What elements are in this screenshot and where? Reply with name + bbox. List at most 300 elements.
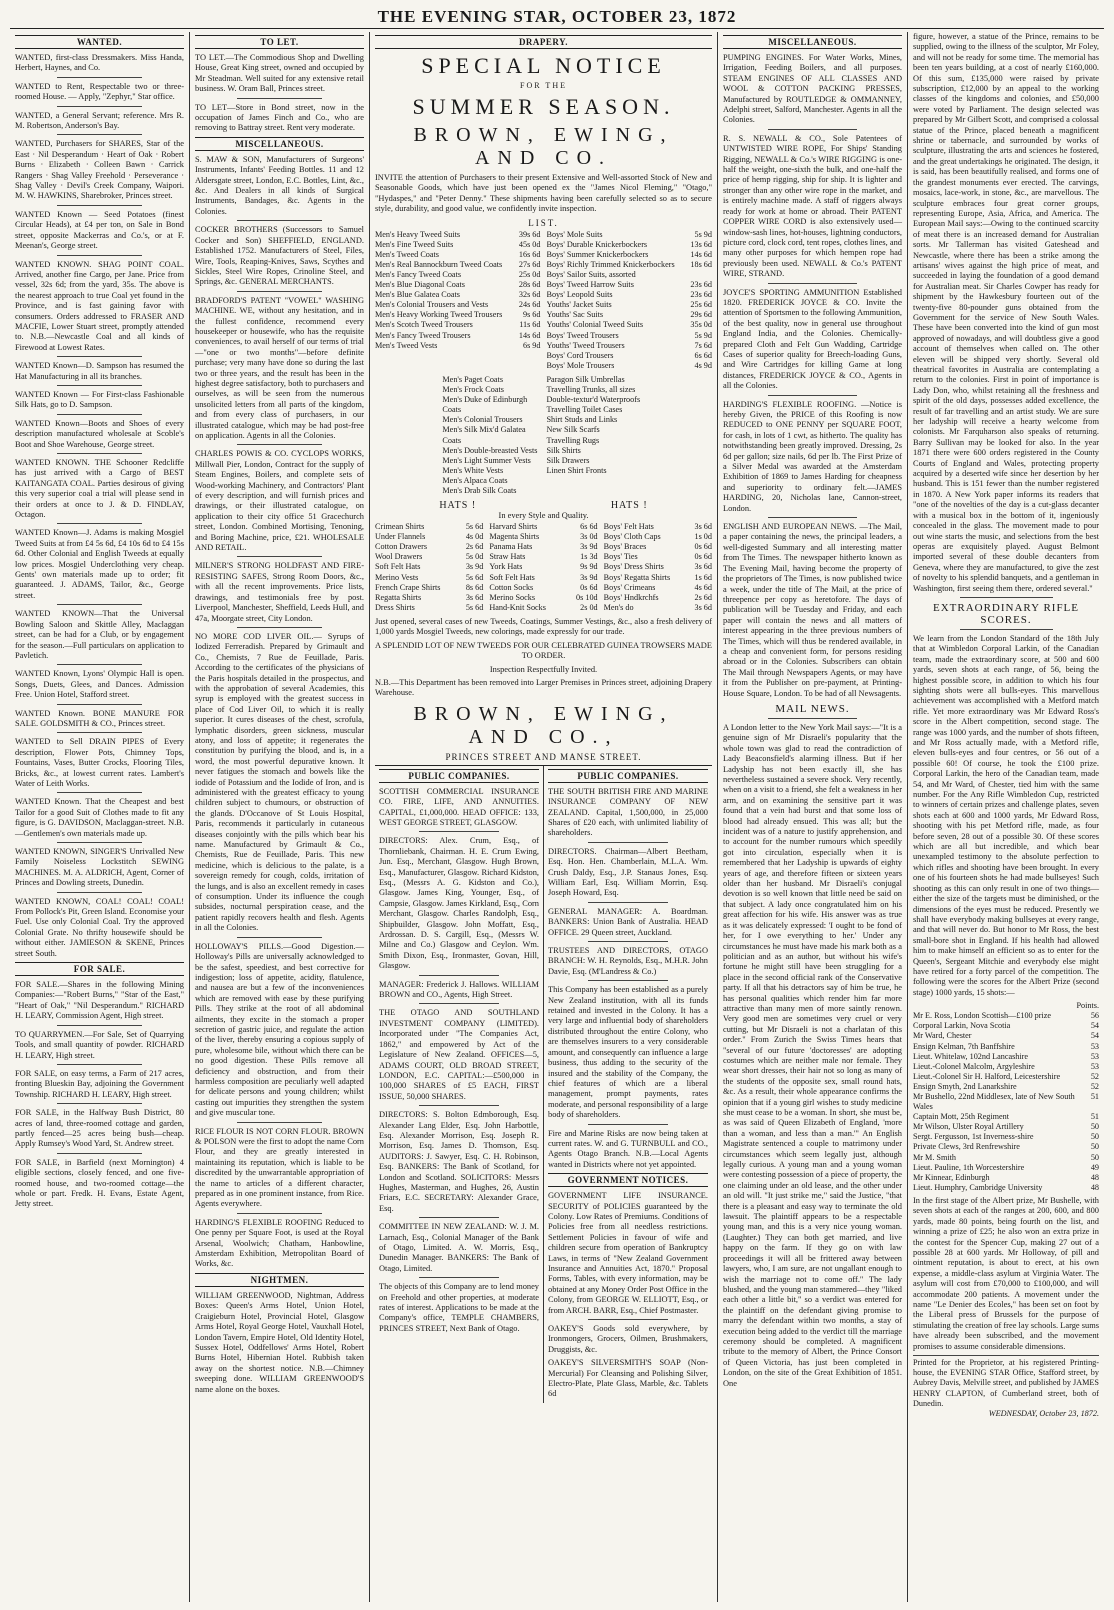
item-label: York Hats	[489, 562, 523, 572]
item-label: Boys' Felt Hats	[603, 522, 654, 532]
item-label: Men's Scotch Tweed Trousers	[375, 320, 473, 330]
item-label: Men's Fancy Tweed Coats	[375, 270, 462, 279]
list-title: LIST.	[528, 217, 559, 228]
section-header: NIGHTMEN.	[195, 1273, 364, 1287]
list-item	[375, 300, 541, 310]
miscellaneous-ads	[195, 155, 364, 1270]
section-header: WANTED.	[15, 35, 184, 49]
advertisement: FOR SALE, in Barfield (next Mornington) 4 eligible sections, closely fenced, and one five-roomed house, and two-roomed cottage—the whole or part. Fredk. H. Evans, Estate Agent, Jetty street.	[15, 1157, 184, 1209]
advertisement: WANTED Known—Boots and Shoes of every description manufactured wholesale at Scoble's Boot and Shoe Warehouse, George street.	[15, 418, 184, 449]
item-price: 8s 6d	[465, 582, 484, 592]
divider	[960, 597, 1053, 598]
score-row	[913, 1072, 1099, 1082]
item-price: 1s 0d	[694, 532, 712, 542]
divider	[57, 842, 142, 843]
item-label: Boys' Sailor Suits, assorted	[546, 270, 636, 279]
item-price: 7s 6d	[694, 340, 712, 350]
item-price: 2s 6d	[694, 592, 712, 602]
section-header: PUBLIC COMPANIES.	[379, 769, 539, 783]
competitor-name: Ensign Kelman, 7th Banffshire	[913, 1041, 1015, 1051]
public-companies	[375, 765, 712, 1403]
company-ads-left	[379, 787, 539, 1335]
item-label: Boys' Mole Trousers	[546, 360, 615, 370]
hats-left: HATS !	[439, 500, 477, 512]
competitor-points: 54	[1090, 1031, 1099, 1041]
item-price: 23s 6d	[690, 290, 712, 300]
advertisement: FOR SALE, in the Halfway Bush District, 80 acres of land, three-roomed cottage and garden, partly fenced—25 acres being bush—cheap. Apply Rumsey's Wood Yard, St. Andrew street.	[15, 1108, 184, 1149]
advertisement: TRUSTEES AND DIRECTORS, OTAGO BRANCH: W. H. Reynolds, Esq., M.H.R. John Davie, Esq. (M'Landress & Co.)	[548, 946, 708, 976]
list-item	[547, 341, 713, 351]
score-row	[913, 1153, 1099, 1163]
score-row	[913, 1173, 1099, 1183]
section-header: MISCELLANEOUS.	[195, 137, 364, 151]
advertisement: DIRECTORS: Alex. Crum, Esq., of Thornliebank, Chairman. H. E. Crum Ewing, Jun. Esq., Merchant, Glasgow. Hugh Brown, Esq., Manufacturer, Glasgow. Richard Kidston, Esq., (Messrs A. G. Kidston and Co.), Glasgow. James King, Younger, Esq., of Campsie, Glasgow. James Kirkland, Esq., Corn Merchant, Glasgow. Charles Randolph, Esq., Shipbuilder, Glasgow. John Moffatt, Esq., Ardrossan. D. S. Cargill, Esq., (Messrs W. Milne and Co.) Glasgow and Ceylon. Wm. Smith Dixon, Esq., Ironmaster, Govan, Hill, Glasgow.	[379, 836, 539, 971]
item-price: 5s 9d	[694, 330, 712, 340]
advertisement: TO QUARRYMEN.—For Sale, Set of Quarrying Tools, and small quantity of powder. RICHARD H. LEARY, High street.	[15, 1029, 184, 1060]
competitor-name: Lieut. Whitelaw, 102nd Lancashire	[913, 1051, 1029, 1061]
item-price: 3s 0d	[580, 532, 598, 542]
list-item	[547, 351, 713, 361]
item-label: Boys' Tweed Harrow Suits	[546, 280, 634, 290]
divider	[57, 604, 142, 605]
advertisement: HARDING'S FLEXIBLE ROOFING Reduced to One penny per Square Foot, is used at the Royal Arsenal, Woolwich; Chatham, Hanbowline, Amsterdam Exhibition, Metropolitan Board of Works, &c.	[195, 1217, 364, 1269]
advertisement: S. MAW & SON, Manufacturers of Surgeons' Instruments, Infants' Feeding Bottles. 11 and 12 Aldersgate street, London, E.C. Bottles, Lint, &c., &c. And Dealers in all kinds of Surgical Instruments, Bandages, &c. Agents in the Colonies.	[195, 154, 364, 216]
competitor-name: Lieut. Humphry, Cambridge University	[913, 1182, 1043, 1192]
divider	[419, 1217, 499, 1218]
divider	[237, 1122, 322, 1123]
item-price: 25s 0d	[518, 270, 541, 279]
item-price: 11s 6d	[519, 320, 541, 330]
advertisement: COCKER BROTHERS (Successors to Samuel Cocker and Son) SHEFFIELD, ENGLAND. Established 1752. Manufacturers of Steel, Files, Wire, Tools, Reaping-Knives, Saws, Scythes and Sickles, Steel Wire Ropes, Crinoline Steel, and Springs, &c. GENERAL MERCHANTS.	[195, 225, 364, 287]
item-price: 4s 9d	[694, 360, 712, 370]
advertisement: FOR SALE.—Shares in the following Mining Companies:—"Robert Burns," "Star of the East," "Heart of Oak," "Nil Desperandum." RICHARD H. LEARY, Commission Agent, High street.	[15, 980, 184, 1021]
score-row	[913, 1092, 1099, 1112]
advertisement: CHARLES POWIS & CO. CYCLOPS WORKS, Millwall Pier, London, Contract for the supply of Steam Engines, Boilers, and complete sets of Wood-working Machinery, and Contractors' Plant of every description, and will furnish prices and drawings, or their illustrated catalogue, on application to their city office 51 Gracechurch street, London. Combined Mortising, Tenoning, and Boring Machine, price, £21. WHOLESALE AND RETAIL.	[195, 449, 364, 553]
item-price: 4s 0d	[465, 532, 484, 542]
list-item	[375, 573, 483, 583]
list-item	[375, 280, 541, 290]
item-price: 6s 6d	[580, 522, 598, 532]
score-row	[913, 1183, 1099, 1193]
list-item	[604, 583, 712, 593]
hats-list	[375, 522, 712, 613]
item-price: 16s 6d	[518, 249, 541, 259]
advertisement: WANTED Known — Seed Potatoes (finest Circular Heads), at £4 per ton, on Sale in Bond street, opposite Mackerras and Co.'s, or at F. Meenan's, George street.	[15, 209, 184, 251]
item-label: Cotton Socks	[489, 582, 534, 592]
advertisement: RICE FLOUR IS NOT CORN FLOUR. BROWN & POLSON were the first to adopt the name Corn Flour, and they are greatly interested in maintaining its reputation, which is liable to be discredited by the unwarrantable appropriation of the name to articles of a different character, prepared as in one prominent instance, from Rice. Agents everywhere.	[195, 1126, 364, 1209]
divider	[588, 902, 668, 903]
item-price: 3s 6d	[694, 562, 712, 572]
item-label: Boys' Ties	[603, 552, 638, 562]
column-miscellaneous	[718, 32, 908, 1602]
list-item	[547, 310, 713, 320]
list-item	[489, 542, 597, 552]
advertisement: NO MORE COD LIVER OIL.— Syrups of Iodized Ferreradish. Prepared by Grimault and Co., Chemists, 7 Rue de Feuillade, Paris. According to the certificates of the physicians of the Paris hospitals detailed in the prospectus, and with the approbation of several Academies, this syrup is employed with the greatest success in place of Cod Liver Oil, to which it is really superior. It cures diseases of the chest, scrofula, lymphatic disorders, green sickness, muscular atony, and loss of appetite; it regenerates the constitution by purifying the blood, and is, in a word, the most powerful depurative known. It never fatigues the stomach and bowels like the iodide of Potassium and the Iodide of Iron, and is administered with the greatest efficacy to young children subject to chumours, or obstruction of the glands. D'Occanove of St Louis Hospital, Paris, recommends it particularly in cutaneous diseases conjointly with the pills which bear his name. Manufactured by Grimault & Co., Chemists, Rue de Feuillade, Paris. This new medicine, which is delicious to the palate, is a sovereign remedy for cough, colds, irritation of the lungs, and is also an excellent remedy in cases of consumption. Under its influence the cough subsides, nocturnal perspiration cease, and the patient rapidly recovers health and flesh. Agents in all the Colonies.	[195, 631, 364, 933]
divider	[237, 444, 322, 445]
list-item: Men's Colonial Trousers	[442, 415, 523, 425]
competitor-name: Mr Ward, Chester	[913, 1031, 972, 1041]
divider	[768, 129, 858, 130]
divider	[57, 385, 142, 386]
advertisement: This Company has been established as a purely New Zealand institution, with all its funds retained and invested in the Colony. It has a very large and influential body of shareholders distributed throughout the entire Colony, who are themselves insurers to a very considerable amount, and consequently can influence a large business, thus adding to the security of the insured and the stability of the Company, the chief features of which are a liberal management, prompt payments, rates moderate, and personal responsibility of a large body of shareholders.	[548, 985, 708, 1120]
item-price: 45s 0d	[518, 239, 541, 249]
list-item	[604, 573, 712, 583]
item-price: 2s 0d	[580, 602, 598, 612]
score-row	[913, 1062, 1099, 1072]
list-item	[375, 532, 483, 542]
advertisement: WANTED to Rent, Respectable two or three-roomed House. — Apply, "Zephyr," Star office.	[15, 81, 184, 102]
item-label: French Crape Shirts	[375, 582, 441, 592]
list-item	[375, 522, 483, 532]
item-label: Boys' Regatta Shirts	[603, 572, 671, 582]
rifle-scores-title: EXTRAORDINARY RIFLE SCORES.	[932, 601, 1079, 626]
item-price: 2s 6d	[465, 542, 484, 552]
competitor-points: 56	[1090, 1011, 1099, 1021]
list-item: Men's Light Summer Vests	[442, 455, 531, 465]
list-item	[375, 341, 541, 351]
list-item: Double-textur'd Waterproofs	[546, 395, 641, 405]
divider	[57, 792, 142, 793]
list-item	[375, 593, 483, 603]
divider	[588, 980, 668, 981]
advertisement: PUMPING ENGINES. For Water Works, Mines, Irrigation, Feeding Boilers, and all purposes. STEAM ENGINES OF ALL CLASSES AND WOOL & COTTON PACKING PRESSES, Manufactured by ROUTLEDGE & OMMANNEY, Adelphi street, Salford, Manchester. Agents in all the Colonies.	[723, 53, 902, 125]
divider	[57, 356, 142, 357]
item-label: Boys' Summer Knickerbockers	[546, 249, 649, 259]
price-list-men	[375, 230, 541, 371]
item-label: Boys' Hndkrchfs	[603, 592, 659, 602]
advertisement: GENERAL MANAGER: A. Boardman. BANKERS: Union Bank of Australia. HEAD OFFICE. 29 Queen street, Auckland.	[548, 906, 708, 937]
divider	[237, 291, 322, 292]
nightman-ad: WILLIAM GREENWOOD, Nightman, Address Boxes: Queen's Arms Hotel, Union Hotel, Craigieburn Hotel, Provincial Hotel, Glasgow Arms Hotel, Royal George Hotel, Vauxhall Hotel, London Tavern, Empire Hotel, Old Identity Hotel, Sussex Hotel, Oddfellows' Arms Hotel, Robert Burns Hotel, Hibernian Hotel. Rubbish taken away on the shortest notice. N.B.—Chimney sweeping done. WILLIAM GREENWOOD'S name alone on the boxes.	[195, 1290, 364, 1394]
divider	[237, 556, 322, 557]
divider	[419, 1277, 499, 1278]
competitor-name: Mr Kinnear, Edinburgh	[913, 1172, 990, 1182]
divider	[768, 718, 858, 719]
list-item	[375, 603, 483, 613]
item-label: Men's Heavy Working Tweed Trousers	[375, 310, 503, 320]
advertisement: DIRECTORS: S. Bolton Edmborough, Esq. Alexander Lang Elder, Esq. John Harbottle, Esq. Alexander Morrison, Esq. Joseph R. Morrison, Esq. James D. Thomson, Esq. AUDITORS: J. Sawyer, Esq. C. H. Robinson, Esq. BANKERS: The Bank of Scotland, for London and Scotland. SOLICITORS: Messrs Hughes, Masterman, and Hughes, 26, Austin Friars, E.C. SECRETARY: Alexander Grace, Esq.	[379, 1110, 539, 1213]
divider	[57, 1025, 142, 1026]
divider	[57, 205, 142, 206]
divider	[237, 1213, 322, 1214]
advertisement: WANTED Known, Lyons' Olympic Hall is open. Songs, Duets, Glees, and Dances. Admission Free. Union Hotel, Stafford street.	[15, 669, 184, 700]
item-label: Men's Heavy Tweed Suits	[375, 229, 461, 239]
masthead: THE EVENING STAR, OCTOBER 23, 1872	[10, 6, 1104, 29]
list-item	[375, 270, 541, 280]
item-label: Men's Fancy Tweed Trousers	[375, 330, 471, 340]
list-item: Travelling Trunks, all sizes	[546, 385, 636, 395]
rifle-scores-end: In the first stage of the Albert prize, Mr Bushelle, with seven shots at each of the ranges at 200, 600, and 800 yards, made 80 points, being fourth on the list, and winning a prize of £25; he also won an extra prize in the contest for the Spencer Cup, making 27 out of a possible 28 at 600 yards. Mr Holloway, of pill and ointment reputation, is about to erect, at his own expense, a middle-class asylum at Virginia Water. The asylum will cost from £70,000 to £100,000, and will accommodate 200 patients. A movement under the name "Le Denier des Ecoles," has been set on foot by the Liberal press of Brussels for the purpose of stimulating the creation of free lay schools. Large sums have already been subscribed, and the movement promises to assume considerable dimensions.	[913, 1195, 1099, 1351]
advertisement: COMMITTEE IN NEW ZEALAND: W. J. M. Larnach, Esq., Colonial Manager of the Bank of Otago, Limited. A. W. Morris, Esq., Dunedin Manager. BANKERS: The Bank of Otago, Limited.	[379, 1222, 539, 1273]
divider	[57, 892, 142, 893]
list-item	[489, 522, 597, 532]
divider	[419, 1003, 499, 1004]
advertisement: WANTED KNOWN. THE Schooner Redcliffe has just arrived with a Cargo of BEST KAITANGATA COAL. Parties desirous of giving this very superior coal a trial will please send in their orders at once to J. & D. FINDLAY, Octagon.	[15, 458, 184, 520]
advertisement: MILNER'S STRONG HOLDFAST AND FIRE-RESISTING SAFES, Strong Room Doors, &c., with all the recent improvements. Price lists, drawings, and testimonials free by post. Liverpool, Manchester, Sheffield, Leeds Hull, and 47a, Moorgate street, City London.	[195, 561, 364, 623]
item-label: Straw Hats	[489, 552, 526, 562]
item-label: Youths' Tweed Trousers	[546, 340, 625, 350]
divider	[768, 283, 858, 284]
item-label: Soft Felt Hats	[375, 562, 421, 572]
item-label: Youths' Jacket Suits	[546, 300, 612, 310]
list-item: Travelling Toilet Cases	[546, 405, 623, 415]
column-to-let	[190, 32, 370, 1602]
item-label: Youths' Sac Suits	[546, 310, 604, 320]
item-price: 9s 6d	[522, 310, 541, 320]
competitor-name: Mr Wilson, Ulster Royal Artillery	[913, 1122, 1024, 1132]
advertisement: Fire and Marine Risks are now being taken at current rates. W. and G. TURNBULL and CO., Agents Otago Branch. N.B.—Local Agents wanted in Districts where not yet appointed.	[548, 1128, 708, 1169]
column-drapery	[370, 32, 718, 1602]
item-label: Wool Drawers	[375, 552, 423, 562]
item-price: 0s 6d	[694, 552, 712, 562]
item-label: Boys' Braces	[603, 542, 647, 552]
item-label: Boys' Leopold Suits	[546, 290, 613, 300]
item-label: Boys' Durable Knickerbockers	[546, 239, 648, 249]
competitor-name: Lieut. Pauline, 1th Worcestershire	[913, 1162, 1025, 1172]
item-price: 6s 6d	[694, 350, 712, 360]
section-header: GOVERNMENT NOTICES.	[548, 1173, 708, 1187]
item-label: Men's Real Bannockburn Tweed Coats	[375, 259, 503, 269]
item-label: Boys' Cord Trousers	[546, 350, 614, 360]
score-row	[913, 1122, 1099, 1132]
competitor-points: 51	[1090, 1092, 1099, 1101]
list-item	[375, 310, 541, 320]
item-price: 5s 9d	[694, 229, 712, 239]
score-row	[913, 1142, 1099, 1152]
item-price: 18s 6d	[690, 259, 712, 269]
item-label: Boys' Crimeans	[603, 582, 656, 592]
list-item	[547, 270, 713, 280]
competitor-name: Corporal Larkin, Nova Scotia	[913, 1021, 1011, 1031]
divider	[57, 77, 142, 78]
list-item	[547, 331, 713, 341]
list-item	[547, 280, 713, 290]
item-price: 28s 6d	[518, 280, 541, 290]
item-price: 3s 9d	[580, 572, 598, 582]
list-item: Men's Paget Coats	[442, 374, 504, 384]
list-item	[604, 552, 712, 562]
score-row	[913, 1163, 1099, 1173]
advertisement: WANTED KNOWN, COAL! COAL! COAL! From Pollock's Pit, Green Island. Economise your Fuel. Use only Colonial Coal. Try the approved Colonial Grate. No thrifty housewife should be without either. JAMIESON & SKENE, Princes street South.	[15, 896, 184, 958]
competitor-points: 54	[1090, 1021, 1099, 1031]
advertisement: THE SOUTH BRITISH FIRE AND MARINE INSURANCE COMPANY OF NEW ZEALAND. Capital, 1,500,000, in 25,000 Shares of £20 each, with unlimited liability of shareholders.	[548, 786, 708, 838]
item-price: 0s 6d	[694, 542, 712, 552]
firm-name-footer: BROWN, EWING, AND CO.,	[413, 702, 674, 748]
firm-name: BROWN, EWING, AND CO.	[413, 124, 674, 169]
drapery-intro: INVITE the attention of Purchasers to their present Extensive and Well-assorted Stock of New and Seasonable Goods, which have just been opened ex the "James Nicol Fleming," "Otago," "Hydaspes," and "Peter Denny." These shipments having been carefully selected so as to secure style, durability, and good value, we confidently invite inspection.	[375, 173, 712, 214]
advertisement: WANTED Known. That the Cheapest and best Tailor for a good Suit of Clothes made to fit any figure, is G. DAVIDSON, Maclaggan-street. N.B.—Gentlemen's own materials made up.	[15, 797, 184, 838]
advertisement: BRADFORD'S PATENT "VOWEL" WASHING MACHINE. WE, without any hesitation, and in the fullest confidence, recommend every housekeeper or housewife, who has the requisite conveniences, to avail herself of our terms of trial—"one or two months"—before definite purchase; very many have done so during the last two or three years, and the result has been in the highest degree satisfactory, both to purchasers and ourselves, as will be seen from the numerous unsolicited letters from all parts of the kingdom, and from every class of purchasers, in our illustrated catalogue, which may be had post-free on application. Agents in all the Colonies.	[195, 295, 364, 440]
advertisement: WANTED, a General Servant; reference. Mrs R. M. Robertson, Anderson's Bay.	[15, 110, 184, 131]
list-item: Shirt Studs and Links	[546, 415, 618, 425]
hats-list-b	[489, 522, 597, 613]
item-label: Harvard Shirts	[489, 522, 538, 532]
item-label: Dress Shirts	[375, 602, 415, 612]
advertisement: WANTED, first-class Dressmakers. Miss Handa, Herbert, Haynes, and Co.	[15, 53, 184, 73]
mail-news-article: A London letter to the New York Mail says:—"It is a genuine sign of Mr Disraeli's popularity that the whole town was glad to read the contradiction of Lady Beaconsfield's alarming illness. But if her Ladyship has not been exactly ill, she has nevertheless sustained a severe shock. Very recently, when on a visit to a friend, she felt a weakness in her arm, and on examining the sensitive part it was found that a vein had burst and that some loss of blood had already ensued. This was all; but the incident was of a nature to justify apprehension, and to account for the number rumours which speedily got into circulation, especially when it is remembered that her Ladyship is upwards of eighty years of age, and therefore fifteen or sixteen years older than her husband. Mr Disraeli's conjugal devotion is so well known that little need be said on that subject. A lady once congratulated him on his great affection for his wife. His answer was as true as it was delicately expressed: 'I ought to be fond of her, for I owe everything to her.' Under any circumstances he must have made his mark both as a politician and as an author, but without his wife's fortune he might still have been struggling for a place in the second official rank of the Conservative party. If all that his detractors say of him be true, he has personal qualities which render him far more attractive than many men of more saintly renown. Very good men are sometimes very cruel or very cutting, but Mr Disraeli is not a charlatan of this order." From Zurich the Swiss Times hears that "several of our future 'doctoresses' are adopting costumes which are neither male nor female. They wear short dresses, their hair not so long as many of the students of the opposite sex, small round hats, &c. As a result, their whole appearance confirms the opinion that if a young girl wishes to study medicine she must cease to be a woman. In short, she must be, as was said of Queen Elizabeth of England, 'more than a woman, and less than a man.'" An English Magistrate sentenced a couple to matrimony under circumstances which seem legally just, although legally curious. A young man and a young woman were contesting possession of a piece of property, the one claiming under an old lease, and the other under an old will. "It just strike me," said the Justice, "that there is a pleasant and easy way to terminate the old lawsuit. The plaintiff appears to be a respectable young man, and this is a very nice young woman. (Laughter.) They can both get married, and live happy on the farm. If they go on with law proceedings it will all be frittered away between lawyers, who, I am sure, are not ungallant enough to wish the marriage not to come off." The lady blushed, and the young man stammered—they "liked each other a little bit," so a verdict was entered for the plaintiff on the defendant giving promise to marry the defendant within two months, a stay of execution being added to the verdict till the marriage ceremony should be completed. A magnificent tribute to the memory of Albert, the Prince Consort of Queen Victoria, has just been completed in London, on the site of the Great Exhibition of 1851. One	[723, 722, 902, 1388]
item-list-coats	[442, 375, 540, 496]
section-header: MISCELLANEOUS.	[723, 35, 902, 49]
advertisement: TO LET.—The Commodious Shop and Dwelling House, Great King street, owned and occupied by Mr Steadman. Well suited for any extensive retail business. W. Oram Ball, Princes street.	[195, 53, 364, 94]
imprint-text: Printed for the Proprietor, at his registered Printing-house, the EVENING STAR Office, Stafford street, by Aubrey Davis, Melville street, and published by JAMES HENRY CLAPTON, of Cumberland street, both of Dunedin.	[913, 1358, 1099, 1408]
competitor-points: 51	[1090, 1112, 1099, 1122]
score-row	[913, 1052, 1099, 1062]
list-item	[489, 573, 597, 583]
competitor-name: Captain Mott, 25th Regiment	[913, 1112, 1009, 1122]
divider	[588, 941, 668, 942]
list-item	[489, 552, 597, 562]
divider	[237, 627, 322, 628]
item-price: 29s 6d	[690, 310, 712, 320]
list-item: Men's Silk Mix'd Galatea Coats	[442, 425, 526, 445]
item-price: 5s 0d	[465, 552, 484, 562]
list-item: Men's Duke of Edinburgh Coats	[442, 395, 528, 415]
hats-heading	[375, 500, 712, 511]
item-label: Merino Socks	[489, 592, 536, 602]
list-item	[604, 603, 712, 613]
item-price: 5s 6d	[465, 602, 484, 612]
public-companies-left	[375, 766, 543, 1403]
advertisement: WANTED Known — For First-class Fashionable Silk Hats, go to D. Sampson.	[15, 389, 184, 410]
divider	[57, 1153, 142, 1154]
public-companies-right	[543, 766, 712, 1403]
item-label: Boys' Mole Suits	[546, 229, 603, 239]
item-label: Men's Tweed Coats	[375, 249, 439, 259]
list-item: Men's Frock Coats	[442, 385, 504, 395]
firm-address: PRINCES STREET AND MANSE STREET.	[445, 751, 642, 762]
hats-subheading: In every Style and Quality.	[498, 511, 589, 521]
competitor-name: Mr E. Ross, London Scottish—£100 prize	[913, 1011, 1052, 1021]
competitor-points: 50	[1090, 1122, 1099, 1132]
list-item	[375, 542, 483, 552]
item-price: 0s 6d	[580, 582, 598, 592]
section-header: DRAPERY.	[375, 35, 712, 49]
competitor-name: Sergt. Fergusson, 1st Inverness-shire	[913, 1132, 1034, 1142]
score-table	[913, 1011, 1099, 1193]
item-price: 1s 6d	[694, 572, 712, 582]
item-label: Regatta Shirts	[375, 592, 422, 602]
list-item	[604, 542, 712, 552]
list-item: Men's Drab Silk Coats	[442, 485, 517, 495]
special-notice-heading: SPECIAL NOTICE	[421, 53, 666, 78]
list-item	[489, 532, 597, 542]
advertisement: MANAGER: Frederick J. Hallows. WILLIAM BROWN and CO., Agents, High Street.	[379, 979, 539, 1000]
score-row	[913, 1011, 1099, 1021]
list-item	[604, 522, 712, 532]
competitor-points: 48	[1090, 1182, 1099, 1192]
advertisement: WANTED KNOWN—That the Universal Bowling Saloon and Skittle Alley, Maclaggan street, can be had for a Club, or by engagement for the season.—Full particulars on application to Pavletich.	[15, 609, 184, 660]
hats-right: HATS !	[610, 500, 648, 512]
rifle-scores-article: We learn from the London Standard of the 18th July that at Wimbledon Corporal Larkin, of the Canadian team, made the extraordinary score, at 500 and 600 yards, seven shots at each range, of 56, being the highest possible score, in addition to which his four sighting shots were all bulls-eyes. This marvellous achievement was accomplished with a Metford match rifle. Yet more extraordinary was Mr Edward Ross's score in the Albert competition, second stage. The range was 1000 yards, and the number of shots fifteen, and Mr Ross actually made, with a Metford rifle, eleven bulls-eyes and four centres, or 56 out of a possible 60! Of course, he took the £100 prize. Corporal Larkin, the hero of the Canadian team, made 54, and Mr Ward, of Chester, tied him with the same number. For the Any Rifle Wimbledon Cup, restricted to winners of certain prizes and challenge plates, seven shots each at 600 and 1000 yards, Mr Edward Ross, shooting with his pet Metford rifle, made, as four before seven, 28 out of a possible 30. Of these scores which are all but incredible, and which bear unexampled testimony to the absolute perfection to which rifles and shooting have been brought. In every one of his fourteen shots he had made bullseyes! Such shooting as this can only result in one of two things—either the size of the targets must be diminished, or the dimensions of the eyes must be reduced. Presently we shall have everybody making bullseyes at every range, and that will never do. But honor to Mr Ross, the best small-bore shot in England. If his health had allowed him to make himself an efficient so as to enter for the Queen's, Sergeant Mitchie and everybody else might have retired for a forty parcel of the competition. The following were the scores for the Albert Prize (second stage) 1000 yards, 15 shots:—	[913, 633, 1099, 997]
competitor-name: Mr Bushello, 22nd Middlesex, late of New South Wales	[913, 1092, 1075, 1112]
hats-list-c	[604, 522, 712, 613]
list-item: Paragon Silk Umbrellas	[546, 374, 625, 384]
advertisement: THE OTAGO AND SOUTHLAND INVESTMENT COMPANY (LIMITED). Incorporated under "The Companies Act, 1862," and empowered by Act of the Legislature of New Zealand. OFFICES—5, ADAMS COURT, OLD BROAD STREET, LONDON, E.C. CAPITAL:—£500,000 in 100,000 SHARES of £5 EACH, FIRST ISSUE, 50,000 SHARES.	[379, 1008, 539, 1101]
item-price: 27s 6d	[518, 259, 541, 269]
for-the-text: FOR THE	[520, 81, 567, 90]
list-item	[604, 562, 712, 572]
column-news	[908, 32, 1104, 1602]
item-label: Boys' Dress Shirts	[603, 562, 664, 572]
competitor-points: 53	[1090, 1051, 1099, 1061]
item-label: Men's Blue Galatea Coats	[375, 290, 460, 300]
points-label: Points.	[1076, 1001, 1099, 1011]
item-label: Men's do	[603, 602, 634, 612]
advertisement: JOYCE'S SPORTING AMMUNITION Established 1820. FREDERICK JOYCE & CO. Invite the attention of Sportsmen to the following Ammunition, of the best quality, now in general use throughout England India, and the Colonies. Chemically-prepared Cloth and Felt Gun Wadding, Cartridge Cases of superior quality for Breech-loading Guns, and Wire Cartridges for killing Game at long distances, FREDERICK JOYCE & CO., Agents in all the Colonies.	[723, 287, 902, 391]
list-item	[375, 240, 541, 250]
fresh-stock-notice: Just opened, several cases of new Tweeds, Coatings, Summer Vestings, &c., also a fresh delivery of 1,000 yards Mosgiel Tweeds, new colorings, made expressly for our trade.	[375, 616, 712, 637]
competitor-name: Lieut.-Colonel Sir H. Halford, Leicestershire	[913, 1071, 1061, 1081]
advertisement: WANTED KNOWN, SINGER'S Unrivalled New Family Noiseless Lockstitch SEWING MACHINES. M. A. ALDRICH, Agent, Corner of Princes and Dowling streets, Dunedin.	[15, 847, 184, 888]
advertisement: SCOTTISH COMMERCIAL INSURANCE CO. FIRE, LIFE, AND ANNUITIES. CAPITAL, £1,000,000. HEAD OFFICE: 133, WEST GEORGE STREET, GLASGOW.	[379, 786, 539, 827]
list-item: Men's Double-breasted Vests	[442, 445, 538, 455]
item-price: 6s 9d	[522, 340, 541, 350]
divider	[57, 732, 142, 733]
competitor-points: 48	[1090, 1172, 1099, 1182]
splendid-lot-notice: A SPLENDID LOT OF NEW TWEEDS FOR OUR CELEBRATED GUINEA TROWSERS MADE TO ORDER.	[375, 640, 712, 661]
company-ads-right	[548, 787, 708, 1170]
list-item	[375, 552, 483, 562]
competitor-points: 49	[1090, 1162, 1099, 1172]
competitor-points: 52	[1090, 1081, 1099, 1091]
wanted-ads	[15, 53, 184, 959]
item-list	[442, 375, 644, 496]
competitor-name: Mr M. Smith	[913, 1152, 956, 1162]
list-item	[547, 290, 713, 300]
divider	[419, 1105, 499, 1106]
score-row	[913, 1031, 1099, 1041]
divider	[57, 106, 142, 107]
item-label: Boys' Cloth Caps	[603, 532, 661, 542]
competitor-name: Ensign Smyth, 2nd Lanarkshire	[913, 1081, 1017, 1091]
item-label: Youths' Colonial Tweed Suits	[546, 320, 644, 330]
advertisement: R. S. NEWALL & CO., Sole Patentees of UNTWISTED WIRE ROPE, For Ships' Standing Rigging, NEWALL & Co.'s WIRE RIGGING is one-half the weight, one-sixth the bulk, and one-half the price of hemp rigging, ship for ship. It is lighter and stronger than any other wire rope in the market, and is entirely machine made. A staff of riggers always ready for work at home or abroad. Their PATENT COPPER WIRE CORD is also extensively used—window-sash lines, hot-houses, lightning conductors, picture cord, clock cord, tent ropes, clothes lines, and many other purposes for which hempen rope had previously been used. NEWALL & Co.'s PATENT WIRE, STRAND.	[723, 133, 902, 279]
price-list-boys	[547, 230, 713, 371]
list-item	[547, 361, 713, 371]
list-item	[547, 320, 713, 330]
advertisement: HARDING'S FLEXIBLE ROOFING. —Notice is hereby Given, the PRICE of this Roofing is now REDUCED to ONE PENNY per SQUARE FOOT, for cash, in lots of 1 cwt, as hitherto. The quality has notwithstanding been greatly improved. Dressing, 2s 6d per gallon; size nails, 6d per lb. The First Prize of a Silver Medal was awarded at the Amsterdam Exhibition of 1869 to James Harding for cheapness and superiority to ordinary felt.—JAMES HARDING, 20, Nicholas lane, Cannon-street, London.	[723, 399, 902, 513]
list-item: Men's White Vests	[442, 465, 504, 475]
advertisement: WANTED, Purchasers for SHARES, Star of the East · Nil Desperandum · Heart of Oak · Robert Burns · Elizabeth · Colleen Bawn · Carrick Rangers · Shag Valley Freehold · Perseverance · Shag Valley · Devil's Creek Company, Waipori. M. W. HAWKINS, Sharebroker, Princes street.	[15, 139, 184, 201]
list-item	[547, 300, 713, 310]
divider	[57, 523, 142, 524]
list-item	[489, 593, 597, 603]
section-header: TO LET.	[195, 35, 364, 49]
item-label: Boys' Tweed Trousers	[546, 330, 619, 340]
advertisement: WANTED KNOWN. SHAG POINT COAL. Arrived, another fine Cargo, per Jane. Price from vessel, 32s 6d; from the yard, 35s. The above is the nearest approach to true Coal yet found in the Province, and is fast gaining favor with consumers. Orders addressed to FRASER AND MACFIE, Lower Stuart street, promptly attended to. N.B.—Newcastle Coal and all kinds of Firewood at Lowest Rates.	[15, 259, 184, 352]
item-label: Panama Hats	[489, 542, 533, 552]
list-item	[375, 250, 541, 260]
competitor-points: 53	[1090, 1041, 1099, 1051]
list-item	[547, 230, 713, 240]
mail-news-title: MAIL NEWS.	[775, 702, 850, 715]
item-price: 3s 6d	[694, 602, 712, 612]
item-price: 4s 6d	[694, 582, 712, 592]
item-price: 1s 3d	[580, 552, 598, 562]
to-let-ads	[195, 53, 364, 134]
divider	[237, 220, 322, 221]
item-price: 3s 9d	[580, 542, 598, 552]
divider	[419, 975, 499, 976]
oakey-soap-ad: OAKEY'S SILVERSMITH'S SOAP (Non-Mercurial) For Cleansing and Polishing Silver, Electro-Plate, Plate Glass, Marble, &c. Tablets 6d	[548, 1358, 708, 1399]
item-price: 35s 0d	[690, 320, 712, 330]
item-price: 9s 9d	[580, 562, 598, 572]
item-price: 5s 6d	[465, 522, 484, 532]
list-item	[375, 260, 541, 270]
competitor-points: 52	[1090, 1071, 1099, 1081]
list-item: Travelling Rugs	[546, 435, 600, 445]
list-item	[375, 562, 483, 572]
